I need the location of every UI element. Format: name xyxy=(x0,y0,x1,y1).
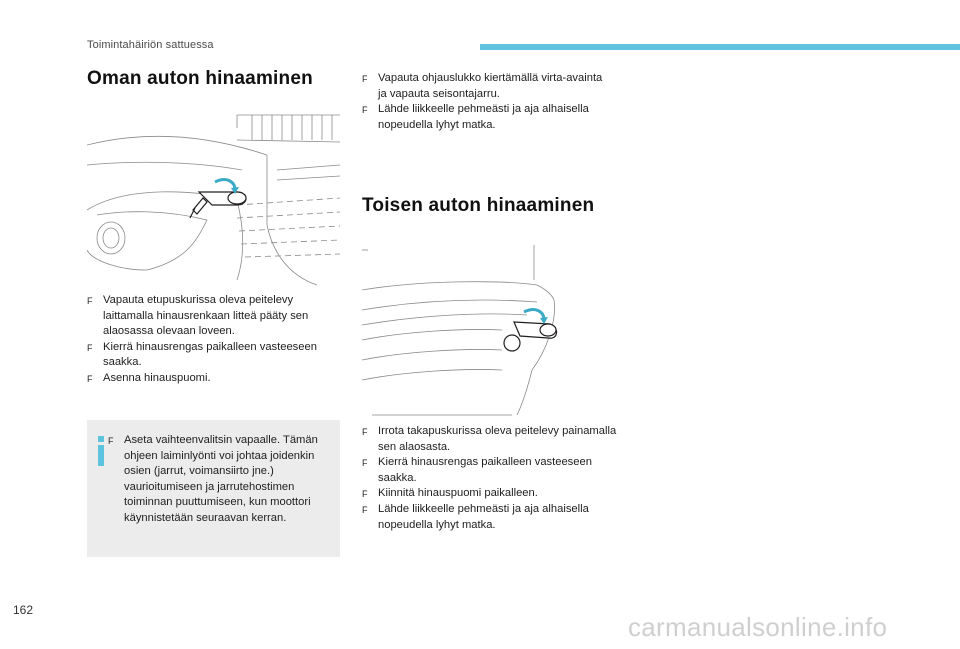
note-list xyxy=(108,433,340,527)
bullet-arrow-icon: F xyxy=(362,427,368,437)
list-item: F Asenna hinauspuomi. xyxy=(87,371,342,387)
list-item: F Vapauta etupuskurissa oleva peitelevy laittamalla hinausrenkaan litteä pääty sen alaosassa olevaan loveen. xyxy=(87,294,309,338)
list-item: F Kierrä hinausrengas paikalleen vasteeseen saakka. xyxy=(362,456,592,484)
front-towing-steps-continued xyxy=(362,71,612,133)
list-item: F Kiinnitä hinauspuomi paikalleen. xyxy=(362,486,617,502)
list-item: F Lähde liikkeelle pehmeästi ja aja alhaisella nopeudella lyhyt matka. xyxy=(362,502,589,531)
info-icon xyxy=(96,436,106,466)
bullet-arrow-icon: F xyxy=(87,373,93,384)
list-item: F Aseta vaihteenvalitsin vapaalle. Tämän ohjeen laiminlyönti voi johtaa joidenkin osien (jarrut, voimansiirto jne.) vaurioitumiseen ja jarrutehostimen toiminnan puuttumiseen, kun moottori käynnistetään seuraavan kerran. xyxy=(108,434,318,524)
section-title-front-towing: Oman auton hinaaminen xyxy=(87,68,313,89)
info-note-box xyxy=(87,420,340,557)
list-item: F Vapauta ohjauslukko kiertämällä virta-avainta ja vapauta seisontajarru. xyxy=(362,72,603,100)
bullet-arrow-icon: F xyxy=(362,74,368,84)
bullet-arrow-icon: F xyxy=(108,436,114,446)
watermark: carmanualsonline.info xyxy=(628,612,888,642)
page-number: 162 xyxy=(13,603,34,617)
front-bumper-illustration xyxy=(87,110,340,288)
other-towing-steps xyxy=(362,424,617,533)
section-title-other-towing: Toisen auton hinaaminen xyxy=(362,195,595,216)
bullet-arrow-icon: F xyxy=(362,489,368,500)
list-item: F Irrota takapuskurissa oleva peitelevy painamalla sen alaosasta. xyxy=(362,425,617,453)
list-item: F Lähde liikkeelle pehmeästi ja aja alhaisella nopeudella lyhyt matka. xyxy=(362,103,589,131)
bullet-arrow-icon: F xyxy=(362,458,368,469)
bullet-arrow-icon: F xyxy=(87,342,93,353)
bullet-arrow-icon: F xyxy=(362,105,368,116)
list-item: F Kierrä hinausrengas paikalleen vasteeseen saakka. xyxy=(87,340,317,369)
header-accent-bar xyxy=(480,44,960,50)
chapter-title: Toimintahäiriön sattuessa xyxy=(87,39,214,51)
bullet-arrow-icon: F xyxy=(362,504,368,515)
rear-bumper-illustration xyxy=(362,240,615,418)
front-towing-steps xyxy=(87,293,342,387)
bullet-arrow-icon: F xyxy=(87,296,93,306)
